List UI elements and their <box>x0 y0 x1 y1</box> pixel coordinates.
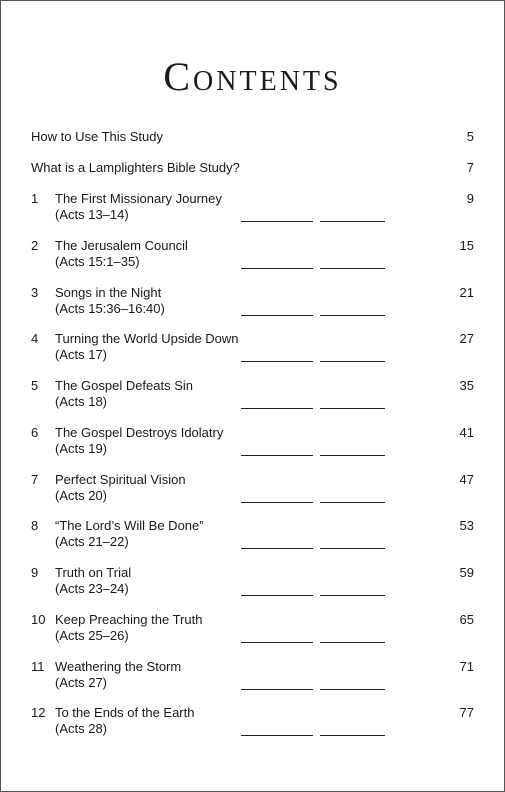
lesson-page: 47 <box>459 472 474 487</box>
lesson-number: 6 <box>31 425 39 440</box>
lesson-reference: (Acts 27) <box>55 675 108 690</box>
page-title: Contents <box>163 54 342 99</box>
lesson-entry-8 <box>31 518 474 558</box>
completion-blank-2 <box>320 221 385 222</box>
lesson-number: 11 <box>31 659 45 674</box>
completion-blank-2 <box>320 315 385 316</box>
completion-blank-1 <box>241 221 313 222</box>
lesson-title: Truth on Trial <box>55 565 132 580</box>
lesson-entry-10 <box>31 612 474 652</box>
lesson-entry-4 <box>31 331 474 371</box>
lesson-title: Keep Preaching the Truth <box>55 612 203 627</box>
lesson-title: The Jerusalem Council <box>55 238 188 253</box>
lesson-entry-2 <box>31 238 474 278</box>
lesson-entry-9 <box>31 565 474 605</box>
lesson-page: 15 <box>459 238 474 253</box>
lesson-page: 35 <box>459 378 474 393</box>
completion-blank-2 <box>320 455 385 456</box>
lesson-title: To the Ends of the Earth <box>55 705 195 720</box>
lesson-reference: (Acts 19) <box>55 441 108 456</box>
completion-blank-2 <box>320 735 385 736</box>
lesson-reference: (Acts 25–26) <box>55 628 129 643</box>
lesson-entry-7 <box>31 472 474 512</box>
lesson-number: 10 <box>31 612 46 627</box>
completion-blank-2 <box>320 502 385 503</box>
lesson-number: 3 <box>31 285 39 300</box>
lesson-page: 53 <box>459 518 474 533</box>
toc-entry-page: 7 <box>466 160 474 175</box>
completion-blank-2 <box>320 689 385 690</box>
completion-blank-2 <box>320 642 385 643</box>
toc-entry-label: What is a Lamplighters Bible Study? <box>31 160 240 175</box>
lesson-number: 9 <box>31 565 39 580</box>
completion-blank-1 <box>241 548 313 549</box>
lesson-entry-12 <box>31 705 474 745</box>
lesson-entry-6 <box>31 425 474 465</box>
completion-blank-1 <box>241 268 313 269</box>
lesson-entry-11 <box>31 659 474 699</box>
lesson-reference: (Acts 20) <box>55 488 108 503</box>
lesson-title: The Gospel Defeats Sin <box>55 378 194 393</box>
lesson-page: 41 <box>459 425 474 440</box>
toc-entry-label: How to Use This Study <box>31 129 163 144</box>
lesson-number: 12 <box>31 705 46 720</box>
lesson-reference: (Acts 23–24) <box>55 581 129 596</box>
lesson-page: 9 <box>466 191 474 206</box>
toc-entry-page: 5 <box>466 129 474 144</box>
completion-blank-2 <box>320 408 385 409</box>
completion-blank-1 <box>241 735 313 736</box>
lesson-number: 7 <box>31 472 39 487</box>
lesson-title: The Gospel Destroys Idolatry <box>55 425 224 440</box>
lesson-title: Songs in the Night <box>55 285 162 300</box>
completion-blank-1 <box>241 595 313 596</box>
lesson-reference: (Acts 17) <box>55 347 108 362</box>
lesson-reference: (Acts 28) <box>55 721 108 736</box>
lesson-title: “The Lord’s Will Be Done” <box>55 518 204 533</box>
lesson-page: 59 <box>459 565 474 580</box>
completion-blank-2 <box>320 595 385 596</box>
lesson-reference: (Acts 21–22) <box>55 534 129 549</box>
lesson-page: 77 <box>459 705 474 720</box>
lesson-page: 21 <box>459 285 474 300</box>
lesson-reference: (Acts 18) <box>55 394 108 409</box>
completion-blank-2 <box>320 548 385 549</box>
lesson-page: 27 <box>459 331 474 346</box>
lesson-reference: (Acts 15:36–16:40) <box>55 301 165 316</box>
lesson-entry-5 <box>31 378 474 418</box>
completion-blank-1 <box>241 502 313 503</box>
lesson-entry-3 <box>31 285 474 325</box>
lesson-title: The First Missionary Journey <box>55 191 222 206</box>
lesson-page: 71 <box>459 659 474 674</box>
lesson-reference: (Acts 13–14) <box>55 207 129 222</box>
completion-blank-2 <box>320 268 385 269</box>
lesson-title: Perfect Spiritual Vision <box>55 472 186 487</box>
lesson-entry-1 <box>31 191 474 231</box>
completion-blank-1 <box>241 689 313 690</box>
completion-blank-1 <box>241 408 313 409</box>
lesson-number: 5 <box>31 378 39 393</box>
completion-blank-2 <box>320 361 385 362</box>
lesson-title: Weathering the Storm <box>55 659 182 674</box>
completion-blank-1 <box>241 361 313 362</box>
lesson-title: Turning the World Upside Down <box>55 331 239 346</box>
lesson-number: 1 <box>31 191 39 206</box>
completion-blank-1 <box>241 315 313 316</box>
lesson-number: 4 <box>31 331 39 346</box>
lesson-number: 8 <box>31 518 39 533</box>
completion-blank-1 <box>241 642 313 643</box>
lesson-number: 2 <box>31 238 39 253</box>
completion-blank-1 <box>241 455 313 456</box>
lesson-page: 65 <box>459 612 474 627</box>
lesson-reference: (Acts 15:1–35) <box>55 254 140 269</box>
